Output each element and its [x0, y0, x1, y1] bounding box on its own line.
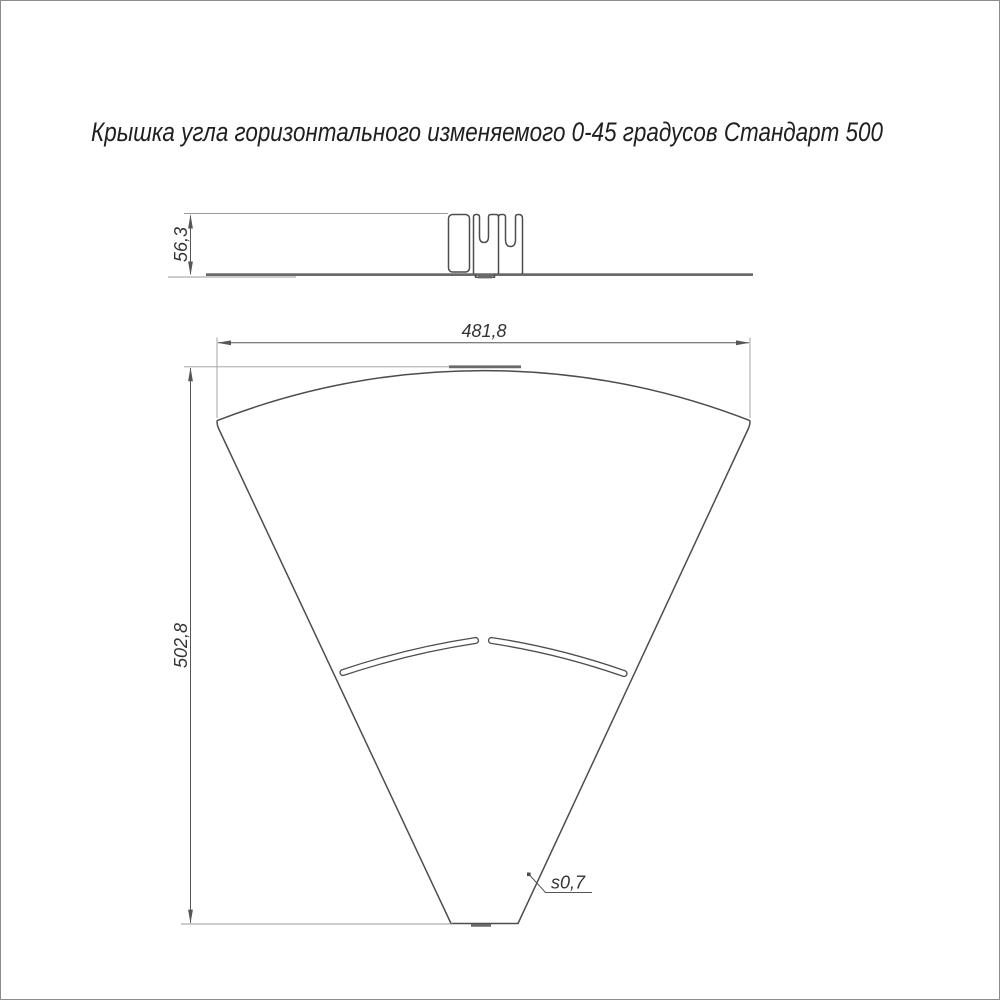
arrow-left-icon [217, 340, 231, 345]
arrow-up-icon [188, 367, 193, 381]
clip-middle-slot [474, 215, 499, 275]
drawing-title: Крышка угла горизонтального изменяемого 0-45 градусов Стандарт 500 [91, 117, 883, 147]
side-clip-bracket [449, 215, 523, 278]
thickness-label: s0,7 [550, 872, 586, 893]
arc-slot-left [343, 641, 476, 673]
plan-view [171, 321, 750, 925]
plan-height-label: 502,8 [171, 622, 191, 669]
arc-slot-right [492, 641, 625, 674]
fan-outline [217, 371, 750, 924]
side-view [168, 214, 753, 278]
dimension-side-height [171, 215, 193, 276]
technical-drawing [1, 1, 1000, 1000]
dimension-plan-width [217, 321, 750, 418]
plan-width-label: 481,8 [461, 321, 507, 341]
clip-left-panel [449, 215, 470, 273]
arrow-down-icon [188, 910, 193, 924]
thickness-callout [527, 873, 592, 893]
clip-right-slot [499, 215, 523, 275]
dimension-plan-height [171, 367, 453, 924]
arrow-right-icon [736, 340, 750, 345]
side-height-label: 56,3 [171, 226, 191, 263]
arrow-down-icon [188, 262, 193, 276]
arrow-up-icon [188, 215, 193, 229]
